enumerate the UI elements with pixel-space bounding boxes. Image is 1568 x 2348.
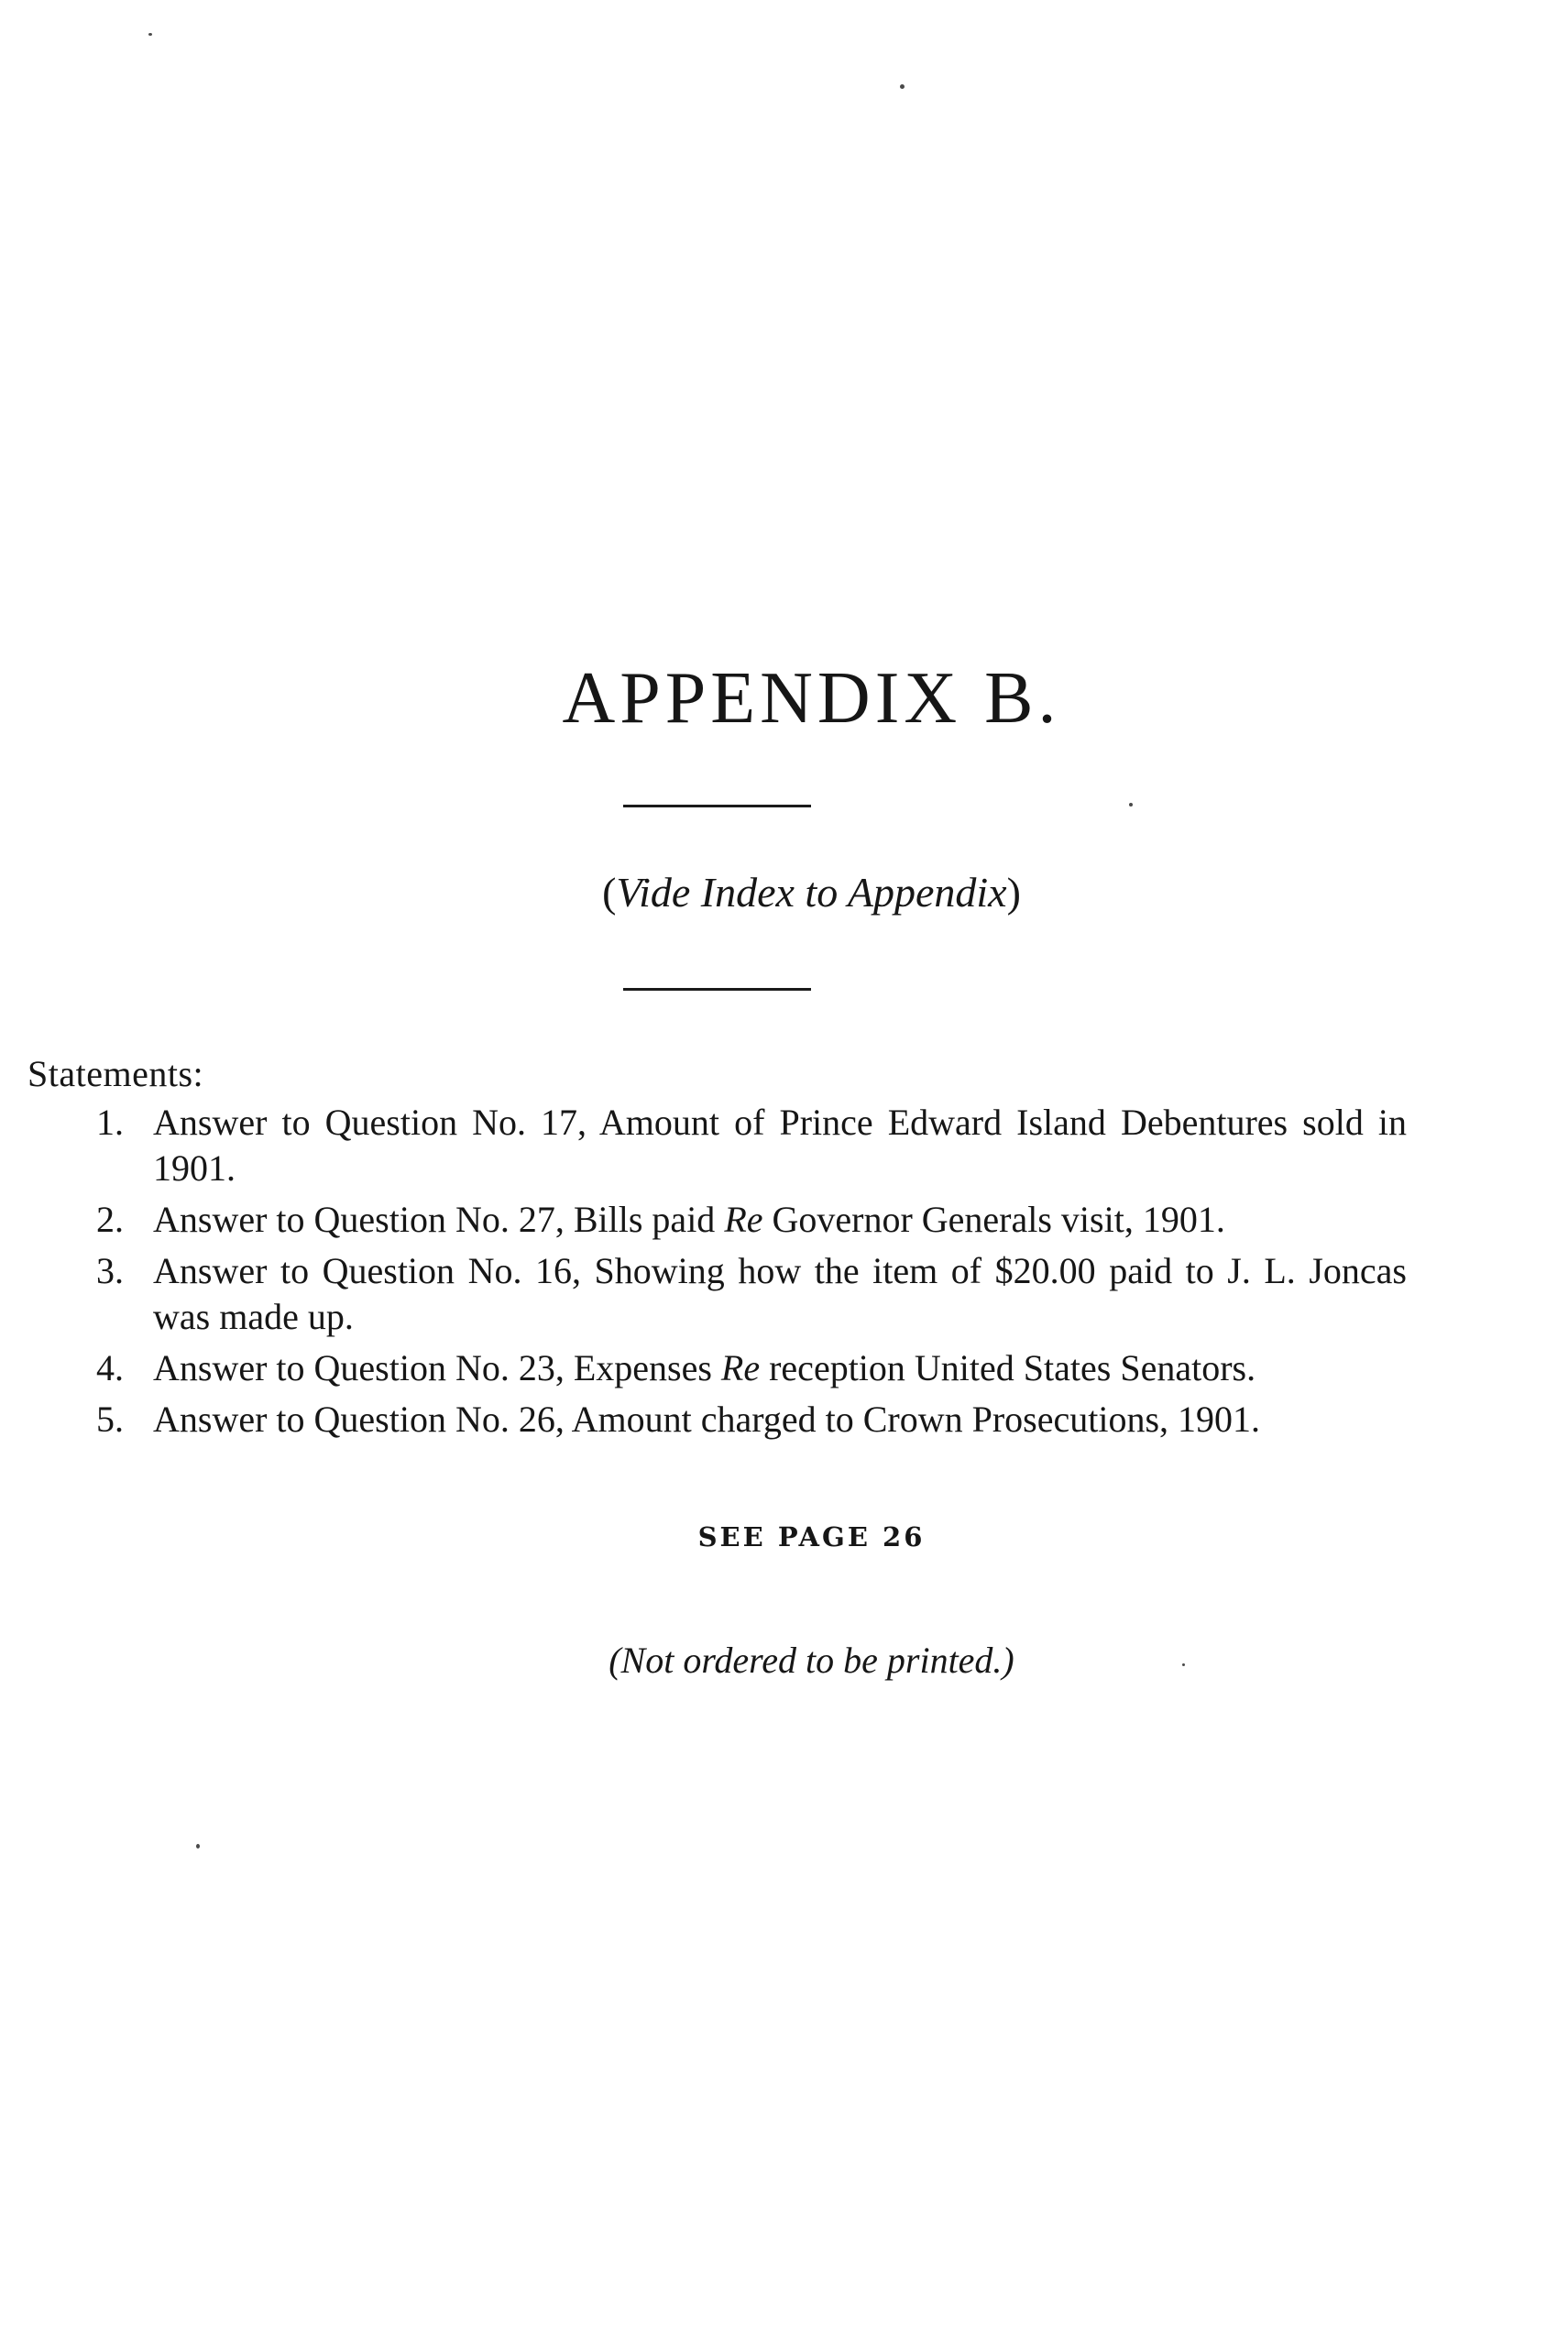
statement-text-part: Answer to Question No. 27, Bills paid xyxy=(153,1199,725,1240)
scan-speck xyxy=(196,1844,200,1849)
scan-speck xyxy=(1129,803,1133,806)
statement-text-part: Answer to Question No. 17, Amount of Prince Edward Island Debentures sold in 1901. xyxy=(153,1102,1407,1189)
scan-speck xyxy=(148,33,152,36)
statement-text-italic: Re xyxy=(720,1347,761,1388)
subtitle-divider xyxy=(623,988,811,991)
statement-item xyxy=(96,1197,1407,1243)
not-ordered-note: (Not ordered to be printed.) xyxy=(609,1640,1014,1681)
statement-text xyxy=(153,1399,1260,1440)
statement-text xyxy=(153,1250,1407,1337)
statement-number: 3. xyxy=(96,1250,124,1291)
subtitle-close-paren: ) xyxy=(1006,869,1021,916)
statement-number: 5. xyxy=(96,1399,124,1440)
statement-text xyxy=(153,1102,1407,1189)
statements-heading: Statements: xyxy=(27,1053,204,1094)
statement-number: 1. xyxy=(96,1102,124,1143)
appendix-title: APPENDIX B. xyxy=(562,657,1061,739)
statement-text-part: reception United States Senators. xyxy=(760,1347,1256,1388)
subtitle-open-paren: ( xyxy=(602,869,617,916)
statement-item xyxy=(96,1100,1407,1191)
statement-item xyxy=(96,1397,1407,1443)
statement-text-part: Answer to Question No. 23, Expenses xyxy=(153,1347,721,1388)
statement-number: 4. xyxy=(96,1347,124,1388)
scan-speck xyxy=(900,84,905,89)
appendix-subtitle xyxy=(0,867,1568,917)
see-page-reference: SEE PAGE 26 xyxy=(697,1521,926,1553)
statement-text xyxy=(153,1199,1225,1240)
statement-text-part: Answer to Question No. 26, Amount charged to Crown Prosecutions, 1901. xyxy=(153,1399,1261,1440)
statement-text-part: Governor Generals visit, 1901. xyxy=(762,1199,1225,1240)
statement-text-part: Answer to Question No. 16, Showing how the item of $20.00 paid to J. L. Joncas was made up. xyxy=(153,1250,1407,1337)
statements-list xyxy=(96,1100,1407,1448)
title-divider xyxy=(623,805,811,807)
statement-text-italic: Re xyxy=(724,1199,763,1240)
statement-item xyxy=(96,1345,1407,1391)
statement-item xyxy=(96,1248,1407,1340)
subtitle-reference: Vide Index to Appendix xyxy=(616,869,1007,916)
statement-number: 2. xyxy=(96,1199,124,1240)
statement-text xyxy=(153,1347,1255,1388)
